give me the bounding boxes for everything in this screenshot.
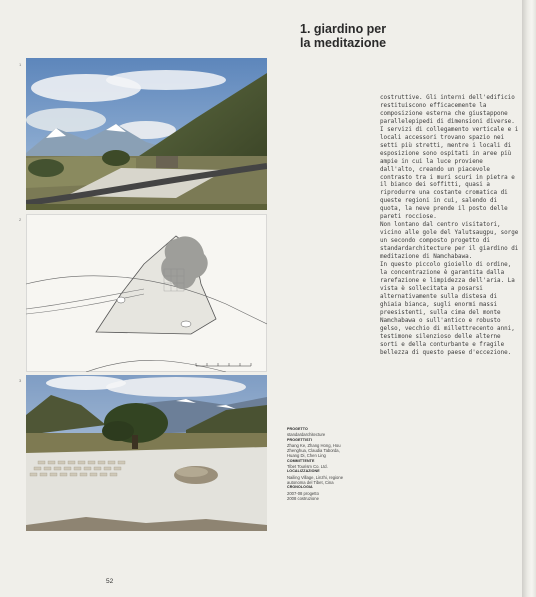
figure-number-3: 3 bbox=[19, 378, 22, 383]
body-paragraph: costruttive. Gli interni dell'edificio restituiscono efficacemente la composizione esterna che giustappone parallelepipedi di dimensioni diverse. I servizi di collegamento verticale e i locali accessori trovano spazio nei setti più stretti, mentre i locali di esposizione sono ospitati in aree più ampie in cui la luce proviene dall'alto, creando un piacevole contrasto tra i muri scuri in pietra e il bianco dei soffitti, quasi a riprodurre una costante cromatica di queste regioni in cui, salendo di quota, la neve prende il posto delle pareti rocciose. bbox=[380, 95, 519, 221]
article-body bbox=[380, 95, 520, 357]
credit-value: Zhang Ke, Zhang Hong, Hou bbox=[287, 442, 341, 448]
credit-value: autonoma del Tibet, Cina bbox=[287, 479, 334, 485]
credit-label: COMMITTENTE bbox=[287, 458, 315, 463]
credit-value: 2007-08 progetto bbox=[287, 490, 319, 496]
page-number: 52 bbox=[106, 578, 114, 585]
credit-value: standardarchitecture bbox=[287, 432, 326, 438]
credit-value: 2008 costruzione bbox=[287, 495, 319, 501]
body-paragraph: In questo piccolo gioiello di ordine, la concentrazione è garantita dalla rarefazione e limpidezza dell'aria. La vista è sollecitata a posarsi alternativamente sulla distesa di ghiaia bianca, sugli enormi massi preesistenti, sulla cima del monte Namchabawa o sull'antico e robusto gelso, vecchio di millettrecento anni, testimone silenzioso delle alterne sorti e della conturbante e fragile bellezza di questo paese d'eccezione. bbox=[380, 262, 515, 356]
photo-1-landscape bbox=[26, 58, 267, 210]
credit-label: PROGETTISTI bbox=[287, 437, 313, 442]
project-credits bbox=[287, 427, 397, 501]
article-title: 1. giardino per la meditazione bbox=[300, 22, 387, 50]
figure-number-2: 2 bbox=[19, 217, 22, 222]
credit-value: Nailing Village, Linzhi, regione bbox=[287, 474, 344, 480]
body-paragraph: Non lontano dal centro visitatori, vicino alle gole del Yalutsaugpu, sorge un secondo composto progetto di standardarchitecture per il giardino di meditazione di Namchabawa. bbox=[380, 222, 519, 261]
credit-label: CRONOLOGIA bbox=[287, 485, 313, 490]
page-spine-edge bbox=[522, 0, 536, 597]
figure-number-1: 1 bbox=[19, 62, 22, 67]
credit-value: Tibet Tourism Co. Ltd. bbox=[287, 464, 328, 470]
credit-label: PROGETTO bbox=[287, 427, 308, 431]
credit-value: Huang Di, Chen Ling bbox=[287, 453, 326, 459]
site-plan-drawing bbox=[26, 214, 267, 372]
credit-label: LOCALIZZAZIONE bbox=[287, 469, 320, 474]
photo-3-garden bbox=[26, 375, 267, 531]
credit-value: Zhenghua, Claudia Taborda, bbox=[287, 448, 340, 454]
